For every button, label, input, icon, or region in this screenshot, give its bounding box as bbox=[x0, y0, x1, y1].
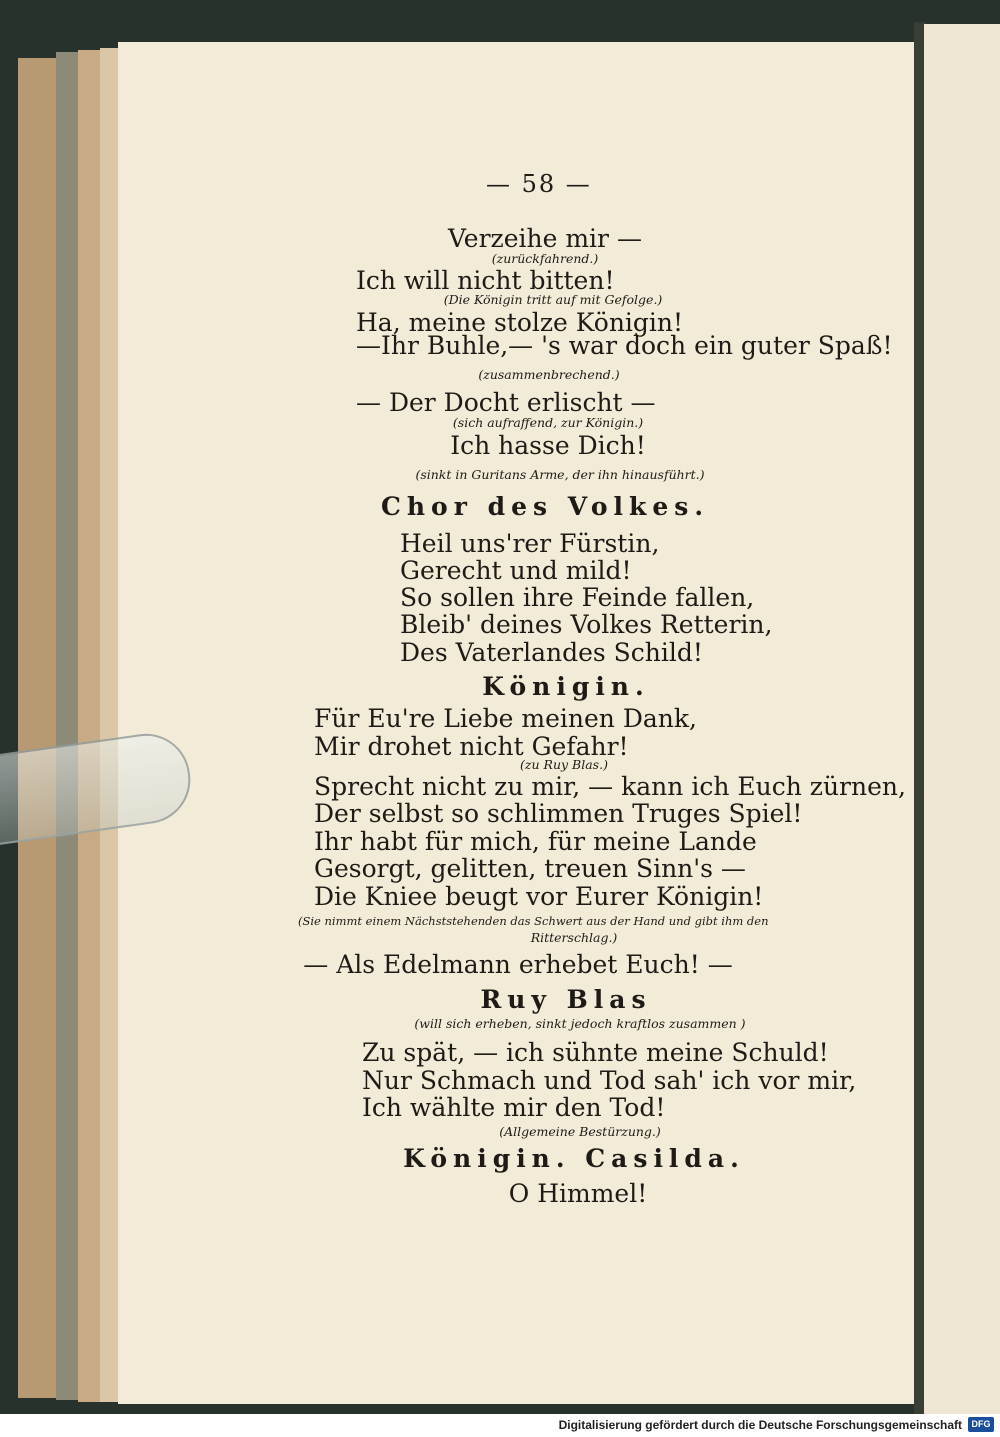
text-line: Ich wählte mir den Tod! bbox=[362, 1093, 666, 1122]
stage-direction: (zusammenbrechend.) bbox=[478, 367, 620, 382]
text-line: Die Kniee beugt vor Eurer Königin! bbox=[314, 882, 764, 911]
stage-direction: (zurückfahrend.) bbox=[491, 251, 599, 266]
stage-direction: (Allgemeine Bestürzung.) bbox=[499, 1124, 661, 1139]
text-line: Verzeihe mir — bbox=[448, 224, 642, 253]
text-line: Ha, meine stolze Königin! bbox=[356, 308, 684, 337]
speaker-heading: Königin. bbox=[482, 672, 650, 701]
speaker-heading: Ruy Blas bbox=[480, 985, 652, 1014]
page-number: — 58 — bbox=[486, 170, 592, 198]
stage-direction: (Die Königin tritt auf mit Gefolge.) bbox=[443, 292, 663, 307]
text-line: Für Eu're Liebe meinen Dank, bbox=[314, 704, 697, 733]
text-line: Heil uns'rer Fürstin, bbox=[400, 529, 660, 558]
text-line: Mir drohet nicht Gefahr! bbox=[314, 732, 629, 761]
stage-direction: (sinkt in Guritans Arme, der ihn hinausführt.) bbox=[415, 467, 705, 482]
text-line: Bleib' deines Volkes Retterin, bbox=[400, 610, 773, 639]
footer-credit: Digitalisierung gefördert durch die Deutsche Forschungsgemeinschaft bbox=[558, 1418, 962, 1432]
text-line: Gerecht und mild! bbox=[400, 556, 632, 585]
text-line: Des Vaterlandes Schild! bbox=[400, 638, 703, 667]
text-line: —Ihr Buhle,— 's war doch ein guter Spaß! bbox=[356, 331, 893, 360]
text-line: Zu spät, — ich sühnte meine Schuld! bbox=[362, 1038, 829, 1067]
text-line: Ich hasse Dich! bbox=[450, 431, 646, 460]
stage-direction: (Sie nimmt einem Nächststehenden das Schwert aus der Hand und gibt ihm den bbox=[298, 914, 769, 928]
stage-direction: Ritterschlag.) bbox=[530, 930, 618, 945]
footer-bar bbox=[0, 1414, 1000, 1437]
text-line: — Der Docht erlischt — bbox=[356, 388, 656, 417]
text-line: So sollen ihre Feinde fallen, bbox=[400, 583, 755, 612]
text-line: O Himmel! bbox=[508, 1179, 648, 1208]
text-line: — Als Edelmann erhebet Euch! — bbox=[303, 950, 733, 979]
text-line: Ihr habt für mich, für meine Lande bbox=[314, 827, 757, 856]
text-line: Nur Schmach und Tod sah' ich vor mir, bbox=[362, 1066, 857, 1095]
text-line: Der selbst so schlimmen Truges Spiel! bbox=[314, 799, 803, 828]
speaker-heading: Königin. Casilda. bbox=[403, 1144, 745, 1173]
dfg-logo-icon: DFG bbox=[968, 1417, 994, 1432]
stage-direction: (sich aufraffend, zur Königin.) bbox=[452, 415, 644, 430]
stage-direction: (will sich erheben, sinkt jedoch kraftlos zusammen ) bbox=[414, 1016, 746, 1031]
stage-direction: (zu Ruy Blas.) bbox=[520, 757, 608, 772]
text-line: Gesorgt, gelitten, treuen Sinn's — bbox=[314, 854, 746, 883]
text-line: Sprecht nicht zu mir, — kann ich Euch zürnen, bbox=[314, 772, 906, 801]
speaker-heading: Chor des Volkes. bbox=[380, 492, 710, 521]
text-line: Ich will nicht bitten! bbox=[356, 266, 615, 295]
